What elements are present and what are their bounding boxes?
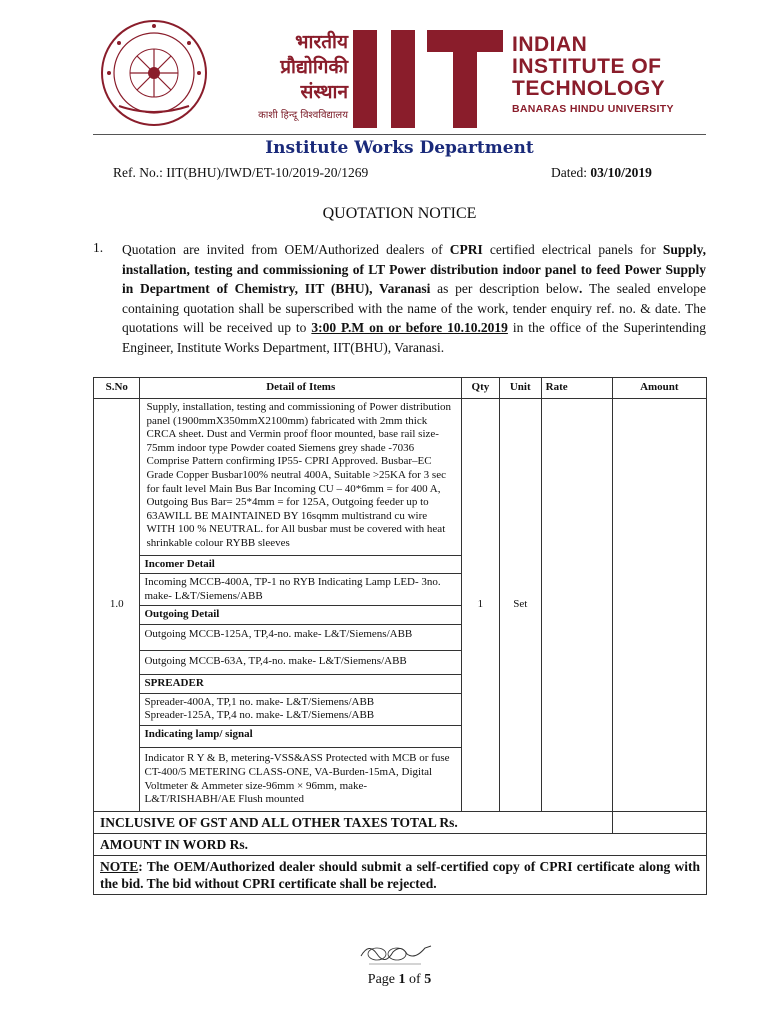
- para-text-2: certified electrical panels for: [482, 242, 663, 257]
- note-row: [94, 855, 707, 894]
- hindi-line-2: प्रौद्योगिकी: [280, 56, 348, 78]
- table-row: [94, 399, 707, 812]
- outgoing-line-1: Outgoing MCCB-125A, TP,4-no. make- L&T/Siemens/ABB: [140, 625, 460, 651]
- note-cell: [94, 855, 707, 894]
- items-table: [93, 377, 707, 895]
- hindi-line-4: काशी हिन्दू विश्वविद्यालय: [258, 110, 348, 121]
- notice-title: QUOTATION NOTICE: [322, 205, 477, 222]
- outgoing-heading: Outgoing Detail: [140, 606, 460, 625]
- para-text-3: as per description below: [430, 281, 580, 297]
- hindi-line-1: भारतीय: [295, 31, 348, 53]
- spreader-lines: [140, 694, 460, 726]
- total-amount: [612, 811, 706, 833]
- amount-words-label: AMOUNT IN WORD Rs.: [94, 833, 707, 855]
- para-text-4: The sealed envelope containing quotation shall be superscribed with the name of the work, tender enquiry ref. no. & date. The quotations will be received up to: [122, 281, 707, 336]
- amount-words-row: [94, 833, 707, 855]
- header-amount: Amount: [612, 378, 706, 399]
- row-qty: 1: [461, 399, 499, 812]
- notice-date: [551, 165, 652, 181]
- para-text-5: in the office of the Superintending Engineer, Institute Works Department, IIT(BHU), Varanasi.: [122, 320, 706, 355]
- note-text: : The OEM/Authorized dealer should submit a self-certified copy of CPRI certificate along with the bid. The bid without CPRI certificate shall be rejected.: [100, 858, 700, 891]
- reference-number: Ref. No.: IIT(BHU)/IWD/ET-10/2019-20/1269: [113, 165, 369, 180]
- row-detail: [140, 399, 461, 812]
- table-header-row: [94, 378, 707, 399]
- english-line-4: BANARAS HINDU UNIVERSITY: [512, 103, 674, 115]
- spreader-line-2: Spreader-125A, TP,4 no. make- L&T/Siemens/ABB: [144, 709, 375, 722]
- page-total: 5: [424, 972, 432, 987]
- hindi-line-3: संस्थान: [300, 81, 348, 103]
- spreader-line-1: Spreader-400A, TP,1 no. make- L&T/Siemens/ABB: [144, 695, 375, 708]
- english-line-3: TECHNOLOGY: [512, 77, 666, 100]
- spreader-heading: SPREADER: [140, 675, 460, 694]
- para-bold-2: Supply, installation, testing and commissioning of LT Power distribution indoor panel to feed Power Supply in Department of Chemistry, IIT (BHU), Varanasi: [122, 242, 706, 297]
- row-amount: [612, 399, 706, 812]
- incomer-heading: Incomer Detail: [140, 556, 460, 575]
- header-rate: Rate: [541, 378, 612, 399]
- incomer-text: Incoming MCCB-400A, TP-1 no RYB Indicating Lamp LED- 3no. make- L&T/Siemens/ABB: [140, 574, 460, 606]
- row-sno: 1.0: [94, 399, 140, 812]
- total-row: [94, 811, 707, 833]
- para-text-1: Quotation are invited from OEM/Authorized dealers of: [122, 242, 450, 257]
- department-name: Institute Works Department: [265, 138, 534, 158]
- page-number: [93, 972, 706, 988]
- signature-mark: [355, 938, 435, 968]
- item-number: 1.: [93, 240, 104, 255]
- row-rate: [541, 399, 612, 812]
- para-bold-1: CPRI: [449, 242, 483, 257]
- dated-value: 03/10/2019: [590, 165, 652, 180]
- lamp-text: Indicator R Y & B, metering-VSS&ASS Protected with MCB or fuse CT-400/5 METERING CLASS-ONE, VA-Burden-15mA, Digital Voltmeter & Ammeter size-96mm × 96mm, make-L&T/RISHABH/AE Flush mounted: [144, 752, 450, 806]
- item-description: Supply, installation, testing and commissioning of Power distribution panel (1900mmX350mmX2100mm) fabricated with 2mm thick CRCA sheet. Dust and Vermin proof floor mounted, base rail size-75mm indoor type Powder coated Siemens grey shade -7036 Comprise Pattern confirming IP55- CPRI Approved. Busbar–EC Grade Copper Busbar100% neutral 400A, Suitable >25KA for 3 sec for fault level Main Bus Bar Incoming CU – 40*6mm = for 400 A, Outgoing Bus Bar= 25*4mm = for 125A, Outgoing feeder up to 63AWILL BE MAINTAINED BY 16sqmm multistrand cu wire WITH 100 % NEUTRAL. for All busbar must be covered with heat shrinkable colour RYBB sleeves: [140, 399, 460, 556]
- lamp-heading: Indicating lamp/ signal: [140, 726, 460, 749]
- english-institute-name: [512, 34, 674, 115]
- row-unit: Set: [499, 399, 541, 812]
- header-unit: Unit: [499, 378, 541, 399]
- page-mid: of: [405, 972, 425, 987]
- header-qty: Qty: [461, 378, 499, 399]
- header-sno: S.No: [94, 378, 140, 399]
- dated-label: Dated:: [551, 165, 587, 180]
- para-deadline: 3:00 P.M on or before 10.10.2019: [311, 320, 508, 336]
- header-detail: Detail of Items: [140, 378, 461, 399]
- outgoing-line-2: Outgoing MCCB-63A, TP,4-no. make- L&T/Siemens/ABB: [140, 651, 460, 676]
- notice-paragraph: [122, 240, 706, 358]
- page-current: 1: [398, 972, 406, 987]
- para-bold-3: .: [579, 281, 583, 297]
- english-line-2: INSTITUTE OF: [512, 55, 662, 78]
- institute-seal-logo: [99, 18, 209, 128]
- total-label: INCLUSIVE OF GST AND ALL OTHER TAXES TOTAL Rs.: [94, 811, 613, 833]
- english-line-1: INDIAN: [512, 33, 588, 56]
- header-divider: [93, 134, 706, 135]
- page-prefix: Page: [367, 972, 399, 987]
- hindi-institute-name: [228, 30, 348, 121]
- note-heading: NOTE: [100, 858, 139, 874]
